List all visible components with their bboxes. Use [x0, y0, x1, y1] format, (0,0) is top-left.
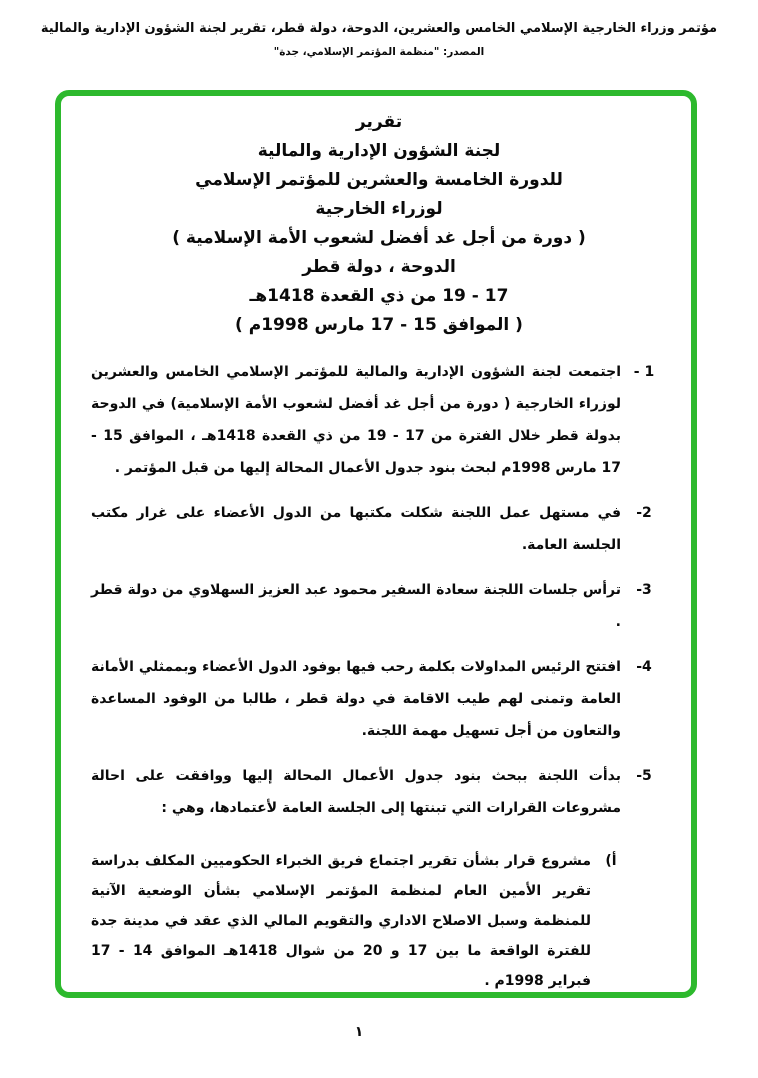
title-line-gregorian-date: ( الموافق 15 - 17 مارس 1998م )	[235, 315, 523, 335]
numbered-item-4	[91, 651, 667, 747]
numbered-item-3	[91, 574, 667, 638]
title-line-session: للدورة الخامسة والعشرين للمؤتمر الإسلامي	[195, 170, 563, 190]
document-source-line: المصدر: "منظمة المؤتمر الإسلامي، جدة"	[273, 46, 485, 58]
page-number: ١	[354, 1024, 364, 1040]
document-header-title: مؤتمر وزراء الخارجية الإسلامي الخامس والعشرين، الدوحة، دولة قطر، تقرير لجنة الشؤون الإدارية والمالية	[40, 21, 718, 36]
sub-item-a	[91, 846, 667, 996]
item-4-text: افتتح الرئيس المداولات بكلمة رحب فيها بوفود الدول الأعضاء وبممثلي الأمانة العامة وتمنى لهم طيب الاقامة في دولة قطر ، طالبا من الوفود المساعدة والتعاون من أجل تسهيل مهمة اللجنة.	[91, 659, 621, 739]
numbered-item-1	[91, 356, 667, 484]
item-2-marker: -2	[636, 505, 652, 521]
numbered-item-2	[91, 497, 667, 561]
title-line-committee: لجنة الشؤون الإدارية والمالية	[257, 141, 501, 161]
report-body	[91, 356, 667, 996]
report-title-block	[91, 108, 667, 340]
item-3-marker: -3	[636, 582, 652, 598]
item-5-text: بدأت اللجنة ببحث بنود جدول الأعمال المحالة إليها ووافقت على احالة مشروعات القرارات التي تبنتها إلى الجلسة العامة لأعتمادها، وهي :	[91, 768, 621, 816]
title-line-location: الدوحة ، دولة قطر	[302, 257, 456, 277]
item-2-text: في مستهل عمل اللجنة شكلت مكتبها من الدول الأعضاء على غرار مكتب الجلسة العامة.	[91, 505, 621, 553]
document-border	[55, 90, 697, 998]
item-1-marker: - 1	[633, 364, 655, 380]
title-line-ministers: لوزراء الخارجية	[315, 199, 443, 219]
item-4-marker: -4	[636, 659, 652, 675]
numbered-item-5	[91, 760, 667, 824]
title-line-slogan: ( دورة من أجل غد أفضل لشعوب الأمة الإسلامية )	[172, 228, 586, 248]
item-5-marker: -5	[636, 768, 652, 784]
sub-item-a-text: مشروع قرار بشأن تقرير اجتماع فريق الخبراء الحكوميين المكلف بدراسة تقرير الأمين العام لمنظمة المؤتمر الإسلامي بشأن الوضعية الآنية للمنظمة وسبل الاصلاح الاداري والتقويم المالي الذي عقد في مدينة جدة للفترة الواقعة ما بين 17 و 20 من شوال 1418هـ الموافق 14 - 17 فبراير 1998م .	[91, 853, 592, 989]
sub-item-a-marker: (أ	[605, 853, 617, 869]
item-3-text: ترأس جلسات اللجنة سعادة السفير محمود عبد العزيز السهلاوي من دولة قطر .	[91, 582, 621, 630]
title-line-hijri-date: 17 - 19 من ذي القعدة 1418هـ	[249, 286, 509, 306]
item-1-text: اجتمعت لجنة الشؤون الإدارية والمالية للمؤتمر الإسلامي الخامس والعشرين لوزراء الخارجية ( دورة من أجل غد أفضل لشعوب الأمة الإسلامية) في الدوحة بدولة قطر خلال الفترة من 17 - 19 من ذي القعدة 1418هـ ، الموافق 15 - 17 مارس 1998م لبحث بنود جدول الأعمال المحالة إليها من قبل المؤتمر .	[91, 364, 621, 476]
title-line-report: تقرير	[355, 112, 403, 132]
